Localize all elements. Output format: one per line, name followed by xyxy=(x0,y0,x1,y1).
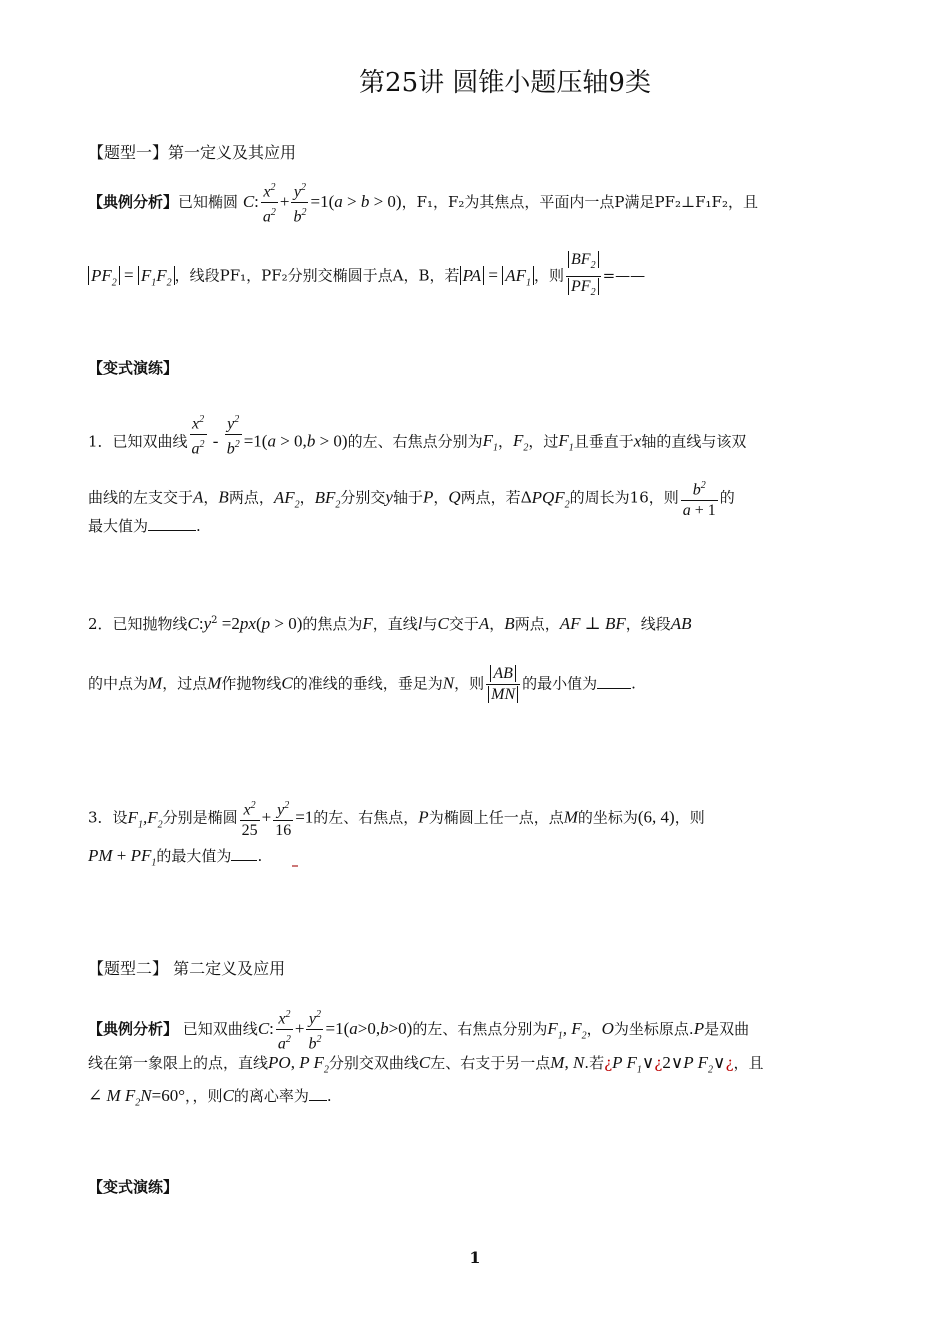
problem-2-line-1: 2．已知抛物线$C:y^2 =2px(p > 0)$的焦点为F，直线l与C交于A，B两点，AF ⊥ BF，线段AB xyxy=(88,614,692,633)
example2-line-2: 线在第一象限上的点，直线PO, P $F_2$分别交双曲线C左、右支于另一点M, N.若¿P $F_1\vee¿2\vee P$ $F_2\vee¿$，且 xyxy=(88,1053,764,1076)
problem-3-line-2: PM + $PF_1$的最大值为 . xyxy=(88,846,263,869)
problem-1-line-2: 曲线的左支交于A，B两点，$AF_2$，$BF_2$分别交y轴于P，Q两点，若$\Delta PQF_2$的周长为16，则 $\frac{b^2}{a + 1}$ 的 xyxy=(88,476,870,521)
section-heading-2: 【题型二】 第二定义及应用 xyxy=(88,959,286,978)
page-title: 第25讲 圆锥小题压轴9类 xyxy=(359,68,651,98)
problem-3-line-1: 3．设$F_1,F_2$分别是椭圆 $\frac{x^2}{25}$ + $\frac{y^2}{16}$ =1的左、右焦点，P为椭圆上任一点，点M的坐标为(6, 4)，则 xyxy=(88,796,870,841)
example2-label: 【典例分析】 xyxy=(88,1019,179,1038)
decorative-mark xyxy=(292,865,298,867)
variant-label-2: 【变式演练】 xyxy=(88,1178,179,1196)
variant-label-1: 【变式演练】 xyxy=(88,359,179,377)
problem-2-line-2: 的中点为M，过点M作抛物线C的准线的垂线，垂足为N，则 $\frac{AB}{MN}$ 的最小值为 . xyxy=(88,665,636,703)
example-label: 【典例分析】 xyxy=(88,192,179,211)
example-line-1: 【典例分析】已知椭圆 C: $\frac{x^2}{a^2}$ + $\frac{y^2}{b^2}$ =1(a > b > 0)，F₁，F₂为其焦点，平面内一点P满足PF₂⊥F₁F₂，且 xyxy=(88,178,870,228)
example-line-2: $PF_2 = F_1F_2$ ，线段PF₁，PF₂分别交椭圆于点A，B，若 PA = $AF_1$ ，则 $\frac{BF_2}{PF_2}$ =—— xyxy=(88,250,870,303)
problem-1-line-3: 最大值为 . xyxy=(88,517,201,535)
problem-1-line-1: 1．已知双曲线 $\frac{x^2}{a^2}$ - $\frac{y^2}{b^2}$ =1(a > 0,b > 0)的左、右焦点分别为$F_1$，$F_2$，过$F_1$且垂直于x轴的直线与该双 xyxy=(88,410,870,460)
section-heading-1: 【题型一】第一定义及其应用 xyxy=(88,143,297,162)
page-number: 1 xyxy=(469,1248,481,1267)
example2-line-1: 【典例分析】 已知双曲线C: $\frac{x^2}{a^2}$ + $\frac{y^2}{b^2}$ =1(a>0,b>0)的左、右焦点分别为$F_1$, $F_2$，O为坐标原点.P是双曲 xyxy=(88,1005,870,1055)
example2-line-3: ∠ M $F_2N=60^\circ$，，则C的离心率为 . xyxy=(88,1086,332,1109)
